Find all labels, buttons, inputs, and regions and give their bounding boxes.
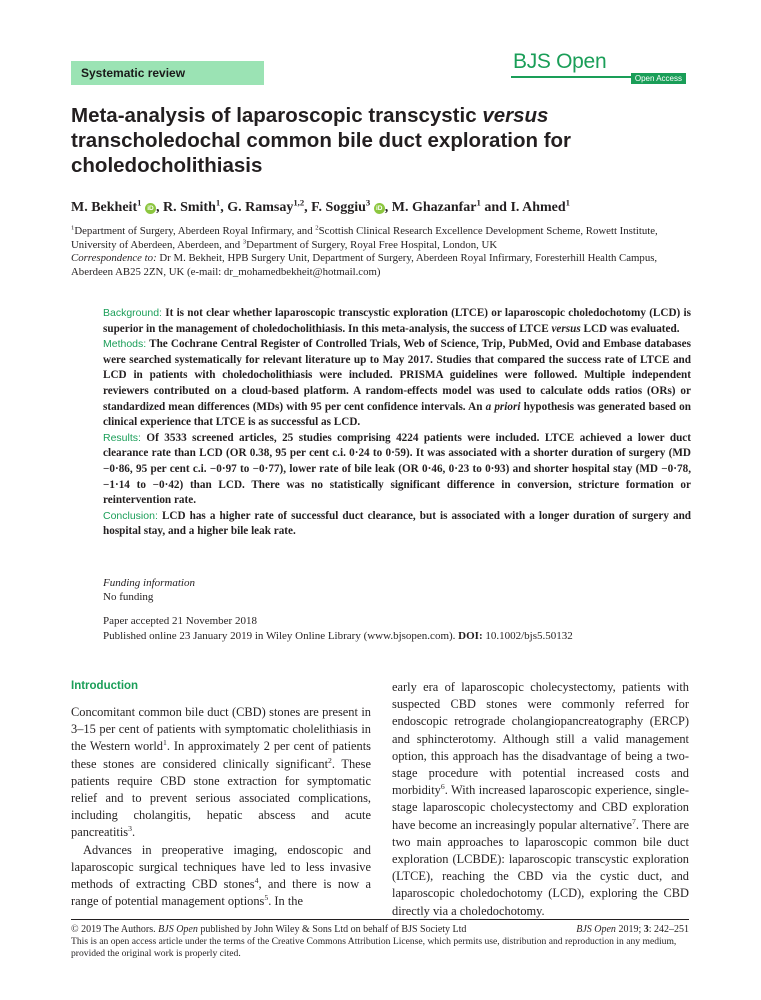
author-separator: , <box>304 200 312 215</box>
author-affiliation-sup: 3 <box>365 197 371 208</box>
funding-label: Funding information <box>103 577 195 589</box>
doi-label: DOI: <box>458 630 483 642</box>
conclusion-text: LCD has a higher rate of successful duct clearance, but is associated with a longer duration of surgery and hospital stay, and a higher bile leak rate. <box>103 509 692 538</box>
journal-logo[interactable] <box>511 50 686 84</box>
funding-value: No funding <box>103 590 154 603</box>
orcid-icon[interactable]: iD <box>374 203 385 214</box>
methods-heading: Methods: <box>103 338 147 351</box>
author-name[interactable]: G. Ramsay <box>227 200 294 215</box>
author-name[interactable]: M. Bekheit <box>71 200 138 215</box>
funding-info <box>103 577 403 605</box>
methods-italic: a priori <box>485 400 521 413</box>
text-run: . In approximately 2 per cent of patients these stones are considered clinically significant <box>71 739 371 771</box>
author-affiliation-sup: 1 <box>137 197 142 208</box>
affiliations <box>71 225 691 279</box>
aff-sup-3: 3 <box>242 238 247 245</box>
intro-paragraph-2-cont <box>392 679 689 920</box>
citation-volume: 3 <box>643 924 649 935</box>
reference-3[interactable]: 3 <box>128 824 132 834</box>
results-heading: Results: <box>103 431 141 444</box>
text-run: . There are two main approaches to laparoscopic common bile duct exploration (LCBDE): laparoscopic transcystic exploration (LTCE), reaching the CBD via the cystic duct, and laparoscopic choledochotomy (LCD), exploring the CBD directly via a choledochotomy. <box>392 817 689 918</box>
footer-copyright <box>71 923 466 936</box>
reference-4[interactable]: 4 <box>254 875 259 885</box>
author-name[interactable]: I. Ahmed <box>510 200 566 215</box>
text-run: . <box>131 825 136 840</box>
methods-text-a: The Cochrane Central Register of Controlled Trials, Web of Science, Trip, PubMed, Ovid and Embase databases were searched systematically for relevant literature up to May 2017. Studies that compared the success rate of LTCE and LCD in patients with choledocholithiasis were included. PRISMA guidelines were followed. Multiple independent reviewers contributed on a cloud-based platform. A random-effects model was used to calculate odds ratios (ORs) or standardized mean differences (MDs) with 95 per cent confidence intervals. An <box>103 338 691 413</box>
methods-text-b: hypothesis was generated based on clinical experience that LTCE is as successful as LCD. <box>103 400 691 429</box>
affiliation-1: Department of Surgery, Aberdeen Royal Infirmary, and <box>74 225 316 237</box>
reference-2[interactable]: 2 <box>328 755 332 765</box>
author-separator: , <box>384 200 392 215</box>
orcid-icon[interactable]: iD <box>145 203 156 214</box>
copyright-journal: BJS Open <box>158 924 198 935</box>
body-column-right <box>392 679 689 920</box>
footer-citation <box>520 923 689 936</box>
citation-pages: : 242–251 <box>648 924 689 935</box>
citation-year: 2019; <box>615 924 644 935</box>
author-affiliation-sup: 1 <box>215 197 221 208</box>
publication-dates <box>103 614 691 644</box>
title-part2: transcholedochal common bile duct exploration for choledocholithiasis <box>71 129 572 177</box>
doi-link[interactable]: 10.1002/bjs5.50132 <box>482 630 573 642</box>
author-affiliation-sup: 1 <box>476 197 481 208</box>
author-name[interactable]: F. Soggiu <box>311 200 366 215</box>
abstract-background <box>103 306 691 337</box>
open-access-badge: Open Access <box>631 73 686 84</box>
reference-7[interactable]: 7 <box>631 816 636 826</box>
abstract-methods <box>103 337 691 431</box>
footer-license: This is an open access article under the terms of the Creative Commons Attribution License, which permits use, distribution and reproduction in any medium, provided the original work is properly cited. <box>71 936 677 959</box>
author-name[interactable]: R. Smith <box>162 200 216 215</box>
reference-1[interactable]: 1 <box>163 738 167 748</box>
reference-6[interactable]: 6 <box>440 782 445 792</box>
aff-sup-2: 2 <box>315 224 319 232</box>
affiliation-2: Scottish Clinical Research Excellence Development Scheme, Rowett Institute, University of Aberdeen, Aberdeen, and <box>71 225 658 251</box>
author-separator: and <box>480 200 511 215</box>
background-text-a: It is not clear whether laparoscopic transcystic exploration (LTCE) or laparoscopic choledochotomy (LCD) is superior in the management of choledocholithiasis. In this meta-analysis, the success of LTCE <box>103 307 691 335</box>
author-affiliation-sup: 1,2 <box>293 197 305 208</box>
text-run: . In the <box>268 894 303 909</box>
author-name[interactable]: M. Ghazanfar <box>391 200 477 215</box>
correspondence-text[interactable]: Dr M. Bekheit, HPB Surgery Unit, Department of Surgery, Aberdeen Royal Infirmary, Foresterhill Health Campus, Aberdeen AB25 2ZN, UK (e-mail: dr_mohamedbekheit@hotmail.com) <box>71 252 658 278</box>
correspondence-label: Correspondence to: <box>71 252 157 265</box>
background-heading: Background: <box>103 307 162 319</box>
citation-journal: BJS Open <box>576 924 616 935</box>
intro-paragraph-2 <box>71 842 371 911</box>
conclusion-heading: Conclusion: <box>103 509 158 522</box>
author-list <box>71 198 691 218</box>
text-run: early era of laparoscopic cholecystectomy, patients with suspected CBD stones were commonly referred for endoscopic retrograde cholangiopancreatography (ERCP) and sphincterotomy. Although still a valid management option, this approach has the disadvantage of being a two-stage procedure with potential increased costs and morbidity <box>392 680 689 798</box>
article-title <box>71 103 591 178</box>
section-heading-introduction: Introduction <box>71 680 139 692</box>
text-run: . These patients require CBD stone extraction for symptomatic relief and to prevent serious associated complications, including cholangitis, hepatic abscess and acute pancreatitis <box>71 756 371 840</box>
copyright-publisher: published by John Wiley & Sons Ltd on behalf of BJS Society Ltd <box>197 924 467 935</box>
affiliation-3: Department of Surgery, Royal Free Hospital, London, UK <box>246 238 498 251</box>
results-text: Of 3533 screened articles, 25 studies comprising 4224 patients were included. LTCE achieved a lower duct clearance rate than LCD (OR 0.38, 95 per cent c.i. 0·24 to 0·59). It was associated with a shorter duration of surgery (MD −0·86, 95 per cent c.i. −0·97 to −0·77), lower rate of bile leak (OR 0·46, 0·23 to 0·93) and shorter hospital stay (MD −0·78, −1·14 to −0·42) than LCD. There was no statistically significant difference in conversion, stricture formation or reintervention rate. <box>103 431 692 507</box>
article-type-label: Systematic review <box>71 61 264 85</box>
author-separator: , <box>155 200 163 215</box>
background-italic: versus <box>551 322 581 335</box>
accepted-date: Paper accepted 21 November 2018 <box>103 615 257 627</box>
abstract <box>103 306 691 540</box>
reference-5[interactable]: 5 <box>264 893 269 903</box>
aff-sup-1: 1 <box>71 224 75 232</box>
title-part1: Meta-analysis of laparoscopic transcystic <box>71 104 483 127</box>
journal-name: BJS Open <box>513 50 607 73</box>
body-column-left <box>71 704 371 910</box>
intro-paragraph-1 <box>71 704 371 842</box>
abstract-conclusion <box>103 509 691 540</box>
author-affiliation-sup: 1 <box>565 197 571 208</box>
text-run: . With increased laparoscopic experience, single-stage laparoscopic cholecystectomy and CBD exploration have become an increasingly popular alternative <box>392 783 689 832</box>
background-text-b: LCD was evaluated. <box>580 322 680 335</box>
author-separator: , <box>220 200 228 215</box>
title-italic: versus <box>482 104 549 127</box>
text-run: Concomitant common bile duct (CBD) stones are present in 3–15 per cent of patients with symptomatic cholelithiasis in the Western world <box>71 705 371 754</box>
abstract-results <box>103 431 691 509</box>
copyright-text: © 2019 The Authors. <box>71 924 159 935</box>
published-date: Published online 23 January 2019 in Wiley Online Library (www.bjsopen.com). <box>103 630 459 642</box>
text-run: Advances in preoperative imaging, endoscopic and laparoscopic surgical techniques have led to less invasive methods of extracting CBD stones <box>71 842 371 892</box>
text-run: , and there is now a range of potential management options <box>71 877 371 909</box>
footer-rule <box>71 919 689 920</box>
